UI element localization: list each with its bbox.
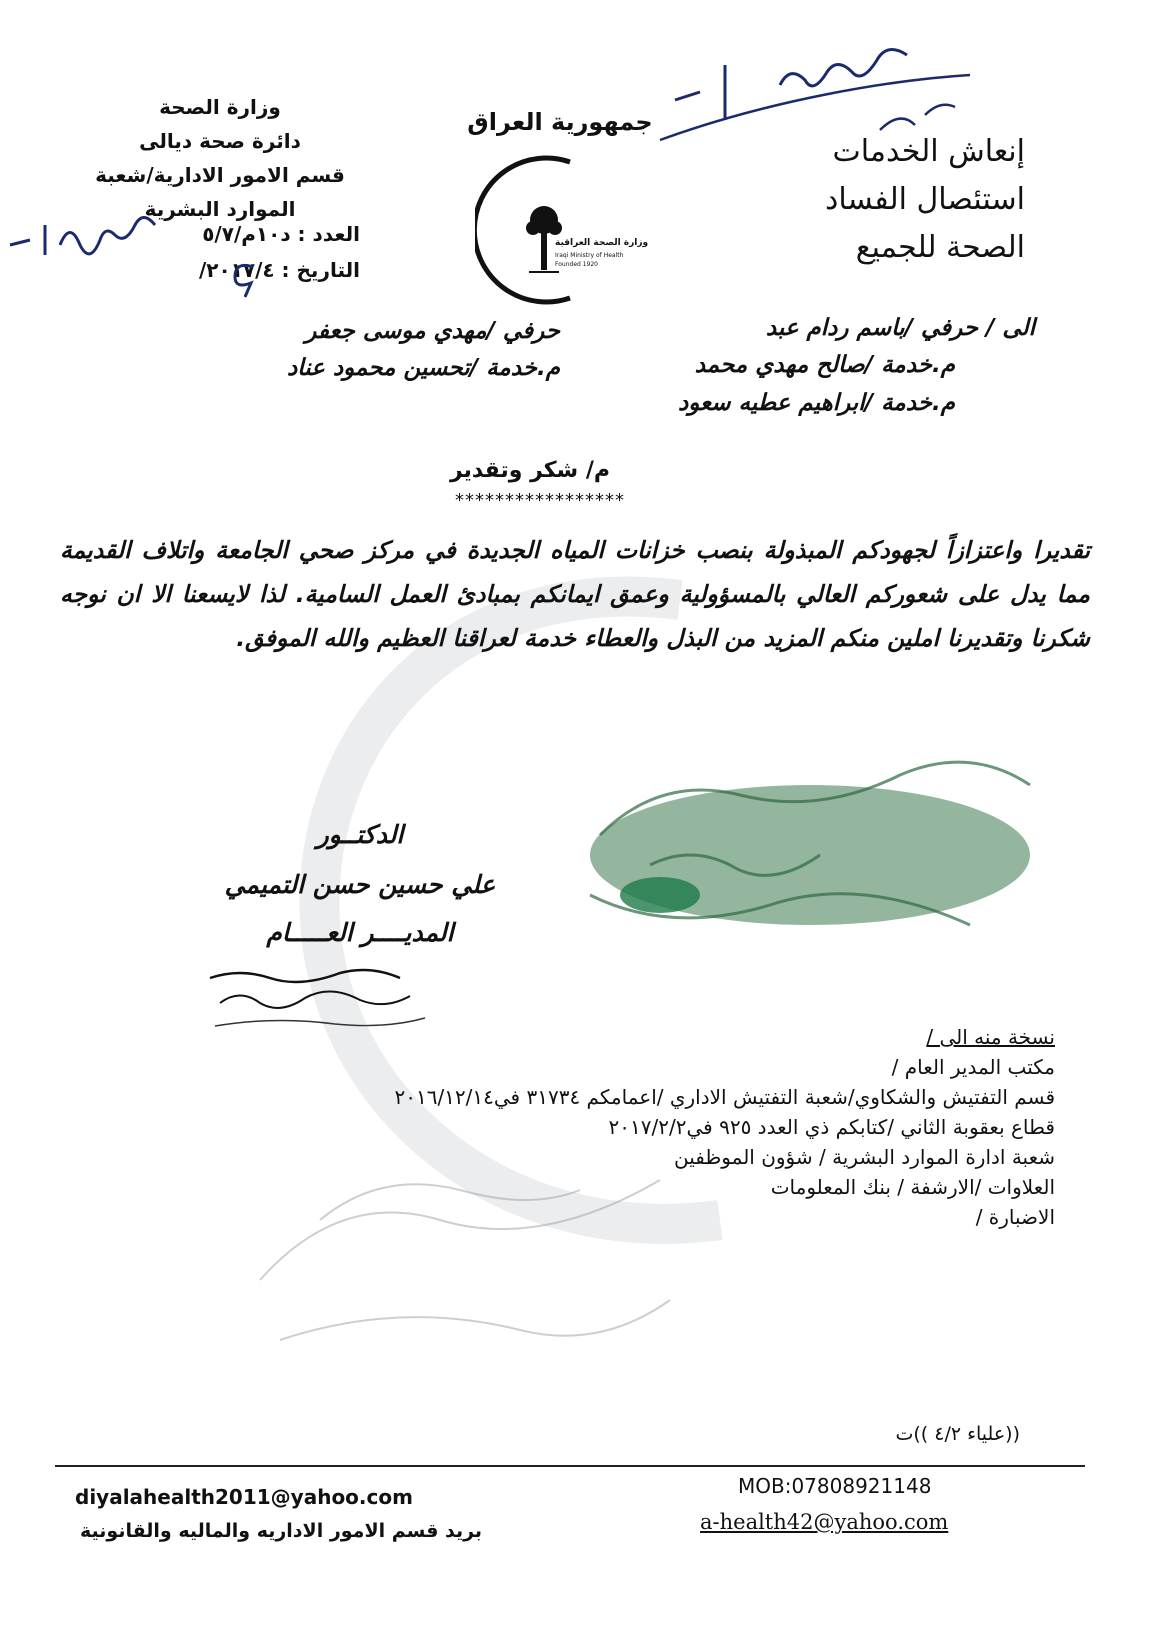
- logo-caption-en: Iraqi Ministry of Health: [555, 252, 624, 259]
- footer-email-right[interactable]: a-health42@yahoo.com: [700, 1510, 949, 1534]
- logo-caption-ar: وزارة الصحة العراقية: [555, 238, 649, 248]
- footer-email-left[interactable]: diyalahealth2011@yahoo.com: [75, 1485, 413, 1509]
- ministry-logo: [475, 150, 635, 310]
- subject-line: م/ شكر وتقدير: [449, 458, 610, 483]
- letter-body-text: تقديرا واعتزازاً لجهودكم المبذولة بنصب خزانات المياه الجديدة في مركز صحي الجامعة واتلاف القديمة مما يدل على شعوركم العالي بالمسؤولية وعمق ايمانكم بمبادئ العمل السامية. لذا لايسعنا الا ان نوجه شكرنا وتقديرنا املين منكم المزيد من البذل والعطاء خدمة لعراقنا العظيم والله الموفق.: [60, 536, 1090, 652]
- signature-title: الدكتــور: [316, 820, 404, 849]
- handwritten-incoming-number: [650, 40, 980, 150]
- country-name: جمهورية العراق: [467, 108, 653, 136]
- reference-number: العدد : د١٠م/٥/٧: [202, 222, 360, 246]
- official-stamp: [560, 745, 1060, 985]
- letter-body: [60, 528, 1090, 660]
- recipient-1: الى / حرفي /باسم ردام عبد: [765, 315, 1035, 341]
- copy-item: شعبة ادارة الموارد البشرية / شؤون الموظفين: [674, 1145, 1055, 1169]
- copy-item: قطاع بعقوبة الثاني /كتابكم ذي العدد ٩٢٥ في٢٠١٧/٢/٢: [608, 1115, 1055, 1139]
- footer-mail-note: بريد قسم الامور الاداريه والماليه والقانونية: [80, 1520, 483, 1542]
- copy-item: الاضبارة /: [975, 1205, 1055, 1229]
- copy-item: قسم التفتيش والشكاوي/شعبة التفتيش الاداري /اعمامكم ٣١٧٣٤ في٢٠١٦/١٢/١٤: [394, 1085, 1055, 1109]
- signature-position: المديــــر العـــــام: [266, 918, 454, 947]
- recipient-2: م.خدمة /صالح مهدي محمد: [694, 352, 955, 378]
- slogan-2: استئصال الفساد: [825, 182, 1025, 217]
- footer-divider: [55, 1465, 1085, 1467]
- recipient-3: م.خدمة /ابراهيم عطيه سعود: [678, 390, 955, 416]
- ministry-name: وزارة الصحة: [159, 95, 281, 119]
- reference-date: التاريخ : ٢٠١٧/٤/: [198, 258, 360, 282]
- copy-item: مكتب المدير العام /: [891, 1055, 1055, 1079]
- handwritten-day: [225, 255, 265, 300]
- separator-stars: *****************: [455, 490, 625, 511]
- recipient-5: م.خدمة /تحسين محمود عناد: [286, 355, 560, 381]
- slogan-1: إنعاش الخدمات: [832, 134, 1025, 169]
- department-name: قسم الامور الادارية/شعبة: [95, 163, 345, 187]
- footer-mobile: MOB:07808921148: [738, 1474, 932, 1498]
- section-name: الموارد البشرية: [144, 197, 296, 221]
- logo-founded: Founded 1920: [555, 261, 598, 268]
- directorate-name: دائرة صحة ديالى: [139, 129, 301, 153]
- copy-item: العلاوات /الارشفة / بنك المعلومات: [770, 1175, 1055, 1199]
- handwritten-number-left: [0, 205, 180, 265]
- faded-stamp: [240, 1120, 700, 1380]
- recipient-4: حرفي /مهدي موسى جعفر: [305, 318, 560, 344]
- copies-heading: نسخة منه الى /: [926, 1025, 1055, 1049]
- typist-note: ((علياء ٤/٢ ))ت: [895, 1423, 1020, 1445]
- signature-name: علي حسين حسن التميمي: [224, 870, 496, 899]
- slogan-3: الصحة للجميع: [855, 230, 1025, 265]
